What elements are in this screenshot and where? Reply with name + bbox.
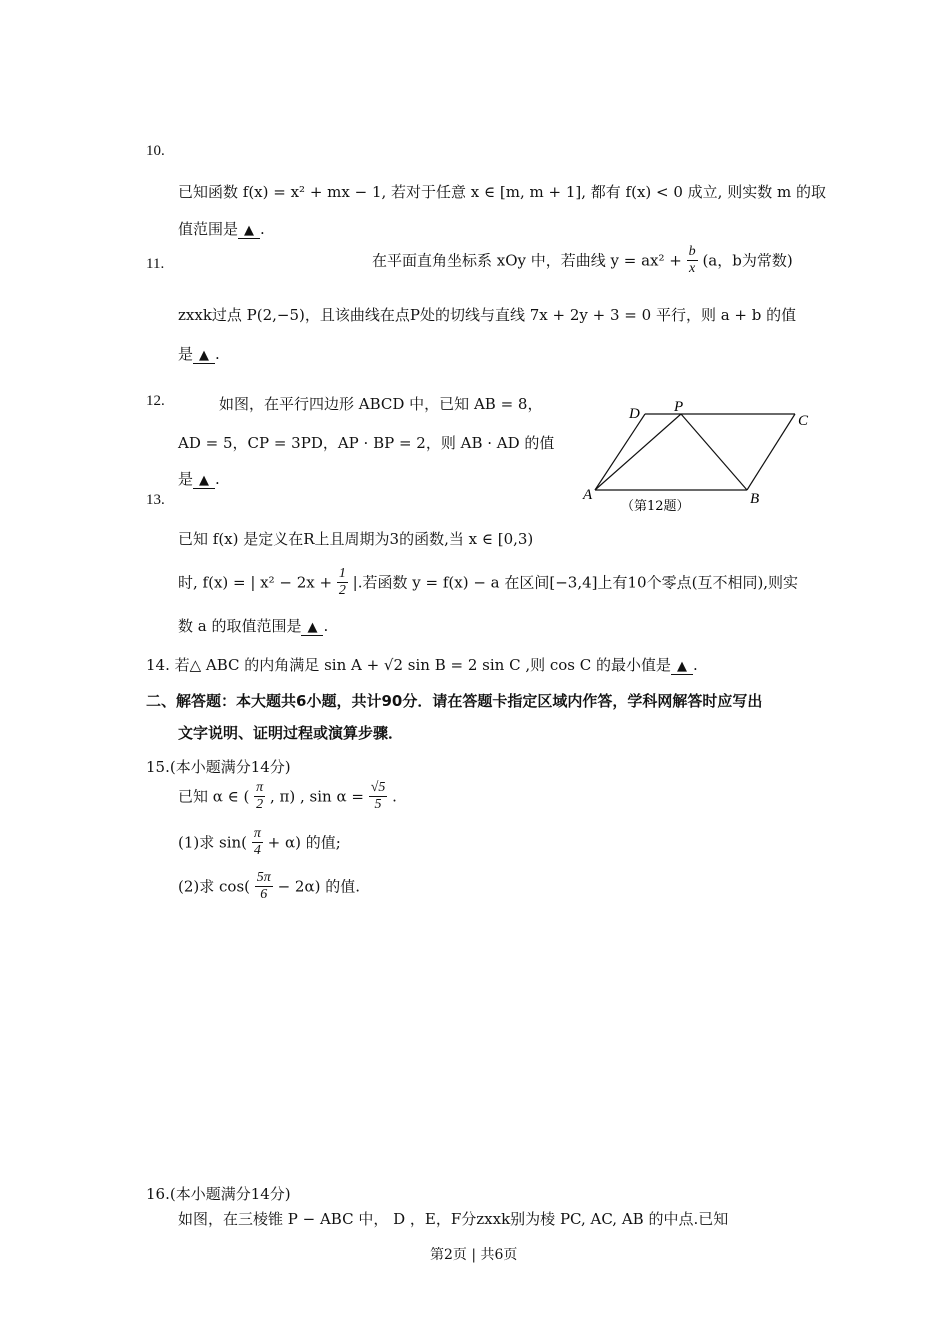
q10-line2 <box>178 218 265 239</box>
q14-prefix: 14. 若△ ABC 的内角满足 sin A + √2 sin B = 2 sin C ,则 cos C 的最小值是 <box>146 656 672 674</box>
q11-line3 <box>178 343 220 364</box>
q15-title: 15.(本小题满分14分) <box>146 758 291 776</box>
q15-part2-frac <box>255 870 273 903</box>
q13-line2-prefix: 时, f(x) = | x² − 2x + <box>178 573 333 592</box>
q16-title: 16.(本小题满分14分) <box>146 1185 291 1203</box>
q12-line2: AD = 5，CP = 3PD，AP · BP = 2，则 AB · AD 的值 <box>178 434 555 452</box>
q11-answer-blank: ▲ <box>193 348 215 364</box>
q15-part1-prefix: (1)求 sin( <box>178 833 248 852</box>
q12-answer-blank: ▲ <box>193 473 215 489</box>
q12-line1: 如图，在平行四边形 ABCD 中，已知 AB = 8， <box>219 395 543 413</box>
q15-part2 <box>178 870 360 903</box>
q10-line2-prefix: 值范围是 <box>178 220 239 238</box>
q16-line1: 如图，在三棱锥 P − ABC 中， D ，E，F分zxxk别为棱 PC, AC, AB 的中点.已知 <box>178 1210 729 1228</box>
q12-line3-suffix: . <box>215 470 220 488</box>
q15-part2-prefix: (2)求 cos( <box>178 877 250 896</box>
q13-line2-suffix: |.若函数 y = f(x) − a 在区间[−3,4]上有10个零点(互不相同),则实 <box>352 573 799 592</box>
figure-caption: （第12题） <box>621 499 690 514</box>
q11-line3-prefix: 是 <box>178 345 194 363</box>
q15-given-prefix: 已知 α ∈ ( <box>178 787 250 806</box>
section2-heading-line1: 二、解答题：本大题共6小题，共计90分．请在答题卡指定区域内作答，学科网解答时应写出 <box>146 692 763 710</box>
q14-suffix: . <box>693 656 698 674</box>
edge-bc <box>747 414 795 490</box>
label-d: D <box>629 406 640 422</box>
q10-line1: 已知函数 f(x) = x² + mx − 1, 若对于任意 x ∈ [m, m + 1], 都有 f(x) < 0 成立, 则实数 m 的取 <box>178 183 826 201</box>
q13-line3 <box>178 615 328 636</box>
q10-line2-suffix: . <box>260 220 265 238</box>
q15-given <box>178 780 397 813</box>
q14-text <box>146 654 698 675</box>
label-c: C <box>798 413 809 429</box>
q12-line3 <box>178 468 220 489</box>
q15-part1-frac-d: 4 <box>253 843 261 858</box>
q15-given-frac2-n: √5 <box>370 780 386 795</box>
label-b: B <box>750 491 760 507</box>
q15-given-frac2 <box>369 780 388 813</box>
segment-pb <box>681 414 747 490</box>
q11-line3-suffix: . <box>215 345 220 363</box>
q12-parallelogram-figure <box>575 396 815 520</box>
q11-line1-suffix: (a，b为常数) <box>702 251 793 270</box>
q12-line3-prefix: 是 <box>178 470 194 488</box>
q14-answer-blank: ▲ <box>671 659 693 675</box>
q15-part1-frac-n: π <box>253 826 261 841</box>
section2-heading-line2: 文字说明、证明过程或演算步骤． <box>178 724 404 742</box>
q15-given-frac1-d: 2 <box>256 797 264 812</box>
q13-answer-blank: ▲ <box>301 620 323 636</box>
q13-line1: 已知 f(x) 是定义在R上且周期为3的函数,当 x ∈ [0,3) <box>178 530 534 548</box>
q15-part1-frac <box>252 826 263 859</box>
q10-number: 10. <box>146 143 165 159</box>
q13-number: 13. <box>146 492 165 508</box>
q15-given-frac1 <box>254 780 265 813</box>
q13-frac-denominator: 2 <box>338 583 346 598</box>
q15-given-mid: , π) , sin α = <box>269 787 364 806</box>
q15-part1 <box>178 826 341 859</box>
q11-line1 <box>372 244 793 277</box>
q13-line3-suffix: . <box>323 617 329 635</box>
q13-fraction <box>337 566 348 599</box>
q13-frac-numerator: 1 <box>338 566 346 581</box>
label-a: A <box>583 487 593 503</box>
q15-given-frac2-d: 5 <box>374 797 382 812</box>
q11-frac-numerator: b <box>688 244 696 259</box>
q15-part2-frac-d: 6 <box>260 887 268 902</box>
q11-number: 11. <box>146 256 165 272</box>
q11-line1-prefix: 在平面直角坐标系 xOy 中，若曲线 y = ax² + <box>372 251 682 270</box>
q15-part1-suffix: + α) 的值; <box>267 833 341 852</box>
q15-part2-frac-n: 5π <box>256 870 271 885</box>
q11-fraction <box>687 244 698 277</box>
q15-given-suffix: . <box>392 787 397 806</box>
q11-line2: zxxk过点 P(2,−5)，且该曲线在点P处的切线与直线 7x + 2y + 3 = 0 平行，则 a + b 的值 <box>178 306 797 324</box>
q15-given-frac1-n: π <box>256 780 264 795</box>
q10-answer-blank: ▲ <box>238 223 260 239</box>
page-footer: 第2页 | 共6页 <box>430 1247 518 1263</box>
q13-line2 <box>178 566 798 599</box>
q11-frac-denominator: x <box>689 261 696 276</box>
label-p: P <box>674 399 684 415</box>
q13-line3-prefix: 数 a 的取值范围是 <box>178 617 302 635</box>
q12-number: 12. <box>146 393 165 409</box>
q15-part2-suffix: − 2α) 的值. <box>277 877 360 896</box>
